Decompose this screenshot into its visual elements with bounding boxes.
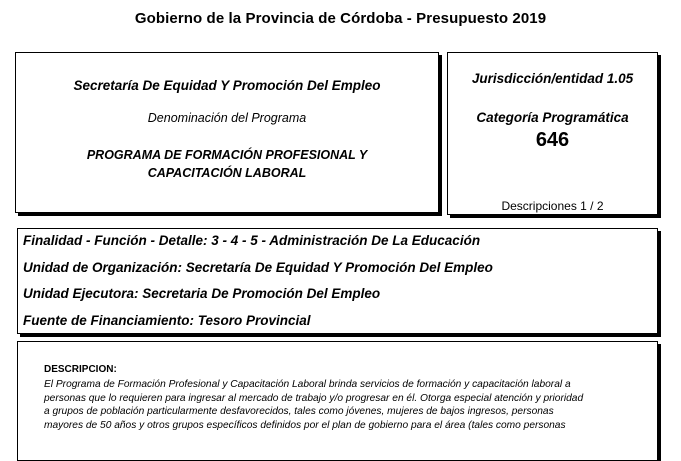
program-box [15,52,439,213]
description-box [17,341,658,461]
finalidad-line: Finalidad - Función - Detalle: 3 - 4 - 5 - Administración De La Educación [23,233,481,248]
details-box [17,228,658,334]
description-line: mayores de 50 años y otros grupos específicos definidos por el plan de gobierno para el área (tales como personas [44,419,566,431]
description-line: El Programa de Formación Profesional y Capacitación Laboral brinda servicios de formación y capacitación laboral a [44,379,571,390]
description-line: a grupos de población particularmente desfavorecidos, tales como jóvenes, mujeres de bajos ingresos, personas [44,406,554,418]
program-name-line-2: CAPACITACIÓN LABORAL [147,166,307,180]
category-box [447,52,658,215]
unidad-organizacion-line: Unidad de Organización: Secretaría De Equidad Y Promoción Del Empleo [23,260,493,275]
categoria-label: Categoría Programática [476,110,629,125]
description-line: personas que lo requieren para ingresar al mercado de trabajo y/o progresar en él. Otorga especial atención y prioridad [44,392,584,404]
description-text [44,378,610,432]
fuente-line: Fuente de Financiamiento: Tesoro Provincial [23,313,311,328]
program-code: 646 [535,129,570,151]
program-name-line-1: PROGRAMA DE FORMACIÓN PROFESIONAL Y [86,148,368,162]
secretaria-name: Secretaría De Equidad Y Promoción Del Empleo [73,78,381,93]
unidad-ejecutora-line: Unidad Ejecutora: Secretaria De Promoción Del Empleo [23,286,381,301]
page-title: Gobierno de la Provincia de Córdoba - Presupuesto 2019 [134,10,547,27]
description-heading: DESCRIPCION: [44,364,117,375]
jurisdiccion-label: Jurisdicción/entidad 1.05 [471,71,634,86]
descripciones-page: Descripciones 1 / 2 [501,199,604,213]
program-name [16,146,438,182]
denominacion-label: Denominación del Programa [147,111,307,125]
